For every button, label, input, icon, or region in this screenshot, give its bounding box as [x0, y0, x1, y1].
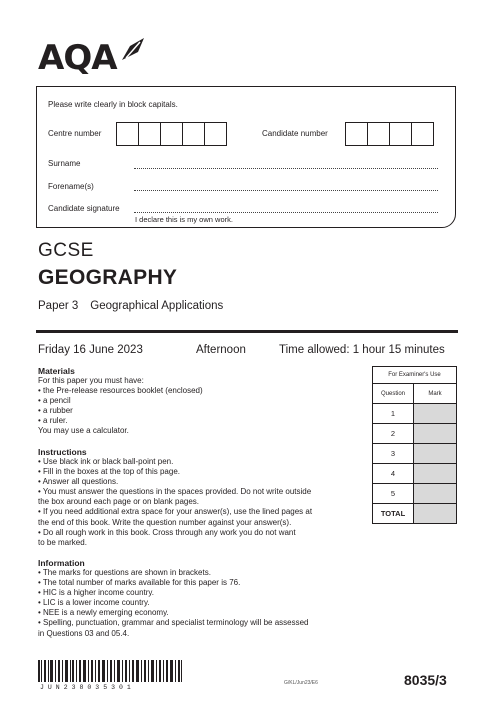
examiners-use-title: For Examiner's Use [373, 367, 457, 384]
total-label: TOTAL [373, 504, 414, 524]
instructions-line: • You must answer the questions in the spaces provided. Do not write outside [38, 487, 312, 497]
question-column-header: Question [373, 384, 414, 404]
information-heading: Information [38, 558, 85, 568]
instructions-line: the end of this book. Write the question number against your answer(s). [38, 517, 292, 527]
instructions-heading: Instructions [38, 447, 87, 457]
information-line: • The total number of marks available for this paper is 76. [38, 578, 241, 588]
paper-line [38, 300, 223, 312]
question-number: 5 [373, 484, 414, 504]
forenames-label: Forename(s) [48, 182, 94, 191]
instructions-line: • If you need additional extra space for your answer(s), use the lined pages at [38, 507, 313, 517]
barcode-icon [38, 660, 182, 682]
mark-cell[interactable] [414, 404, 457, 424]
instructions-line: • Answer all questions. [38, 477, 119, 487]
mark-cell[interactable] [414, 424, 457, 444]
information-list [38, 568, 309, 639]
aqa-logo: AQA [38, 38, 117, 78]
total-mark-cell[interactable] [414, 504, 457, 524]
exam-session: Afternoon [196, 344, 246, 356]
mark-cell[interactable] [414, 464, 457, 484]
materials-line: • a pencil [38, 396, 71, 406]
mark-cell[interactable] [414, 444, 457, 464]
materials-line: • a ruler. [38, 416, 68, 426]
signature-field[interactable] [134, 212, 438, 213]
question-number: 1 [373, 404, 414, 424]
materials-line: You may use a calculator. [38, 426, 129, 436]
materials-line: For this paper you must have: [38, 376, 144, 385]
block-capitals-instruction: Please write clearly in block capitals. [48, 100, 178, 109]
paper-code: 8035/3 [404, 672, 447, 688]
instructions-line: to be marked. [38, 537, 87, 547]
forenames-field[interactable] [134, 190, 438, 191]
question-number: 3 [373, 444, 414, 464]
information-line: in Questions 03 and 05.4. [38, 628, 130, 638]
job-reference: G/KL/Jun23/E6 [284, 680, 318, 686]
question-number: 2 [373, 424, 414, 444]
centre-number-label: Centre number [48, 129, 102, 138]
materials-line: • a rubber [38, 406, 73, 416]
mark-cell[interactable] [414, 484, 457, 504]
instructions-line: • Fill in the boxes at the top of this page. [38, 467, 180, 477]
paper-title: Geographical Applications [90, 300, 224, 312]
signature-label: Candidate signature [48, 204, 120, 213]
mark-column-header: Mark [414, 384, 457, 404]
materials-list [38, 376, 203, 437]
instructions-line: • Do all rough work in this book. Cross through any work you do not want [38, 527, 296, 537]
candidate-number-boxes[interactable] [345, 122, 433, 146]
instructions-list [38, 457, 312, 548]
information-line: • NEE is a newly emerging economy. [38, 608, 169, 618]
qualification-title: GCSE [38, 240, 94, 261]
instructions-line: • Use black ink or black ball-point pen. [38, 457, 174, 466]
surname-label: Surname [48, 159, 81, 168]
time-allowed: Time allowed: 1 hour 15 minutes [279, 344, 445, 356]
subject-title: GEOGRAPHY [38, 266, 178, 289]
question-number: 4 [373, 464, 414, 484]
barcode-number: JUN238035301 [40, 684, 135, 691]
materials-heading: Materials [38, 366, 75, 376]
materials-line: • the Pre-release resources booklet (enclosed) [38, 386, 203, 396]
information-line: • HIC is a higher income country. [38, 588, 155, 598]
title-divider [36, 330, 458, 333]
surname-field[interactable] [134, 168, 438, 169]
information-line: • LIC is a lower income country. [38, 598, 150, 608]
examiners-use-table [372, 366, 457, 524]
aqa-leaf-icon [120, 36, 146, 62]
declaration-text: I declare this is my own work. [135, 215, 233, 224]
paper-number: Paper 3 [38, 300, 79, 312]
centre-number-boxes[interactable] [116, 122, 226, 146]
exam-date: Friday 16 June 2023 [38, 344, 143, 356]
information-section [38, 558, 309, 639]
instructions-line: the box around each page or on blank pages. [38, 497, 200, 507]
candidate-number-label: Candidate number [262, 129, 328, 138]
information-line: • Spelling, punctuation, grammar and specialist terminology will be assessed [38, 618, 309, 628]
information-line: • The marks for questions are shown in brackets. [38, 568, 211, 577]
materials-section [38, 366, 203, 437]
instructions-section [38, 447, 312, 548]
